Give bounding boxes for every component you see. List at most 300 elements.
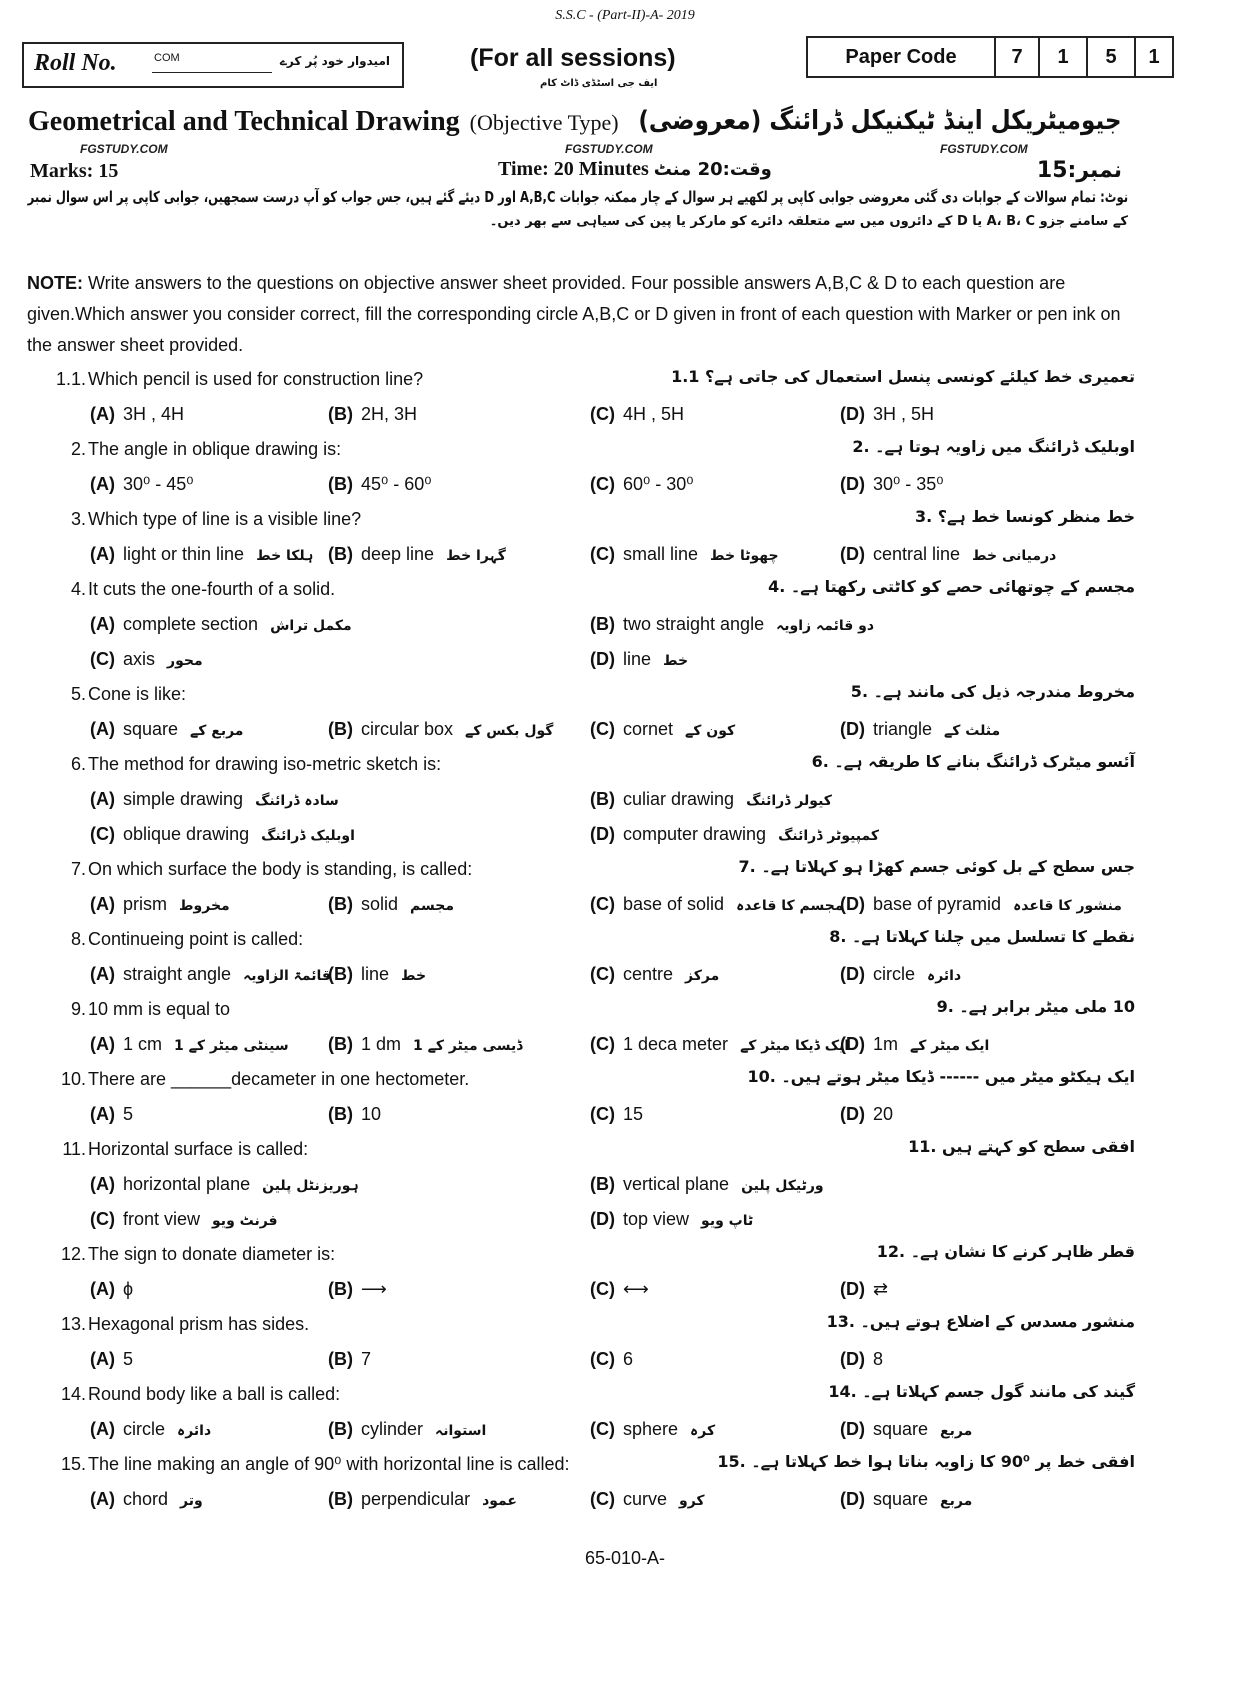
- option-text-urdu: کرو: [679, 1493, 705, 1509]
- option-b[interactable]: [328, 1104, 381, 1125]
- option-text: axis: [123, 649, 156, 669]
- option-label: (A): [90, 1104, 115, 1124]
- option-c[interactable]: [590, 1419, 715, 1440]
- question-text-urdu: افقی سطح کو کہتے ہیں .11: [908, 1137, 1135, 1156]
- question-text: Which pencil is used for construction line?: [88, 369, 424, 389]
- option-label: (D): [840, 404, 865, 424]
- question-line: [0, 433, 1250, 468]
- option-label: (B): [328, 1489, 353, 1509]
- option-label: (B): [328, 1104, 353, 1124]
- option-label: (C): [590, 964, 615, 984]
- question-text: Horizontal surface is called:: [88, 1139, 309, 1159]
- option-c[interactable]: [590, 894, 843, 915]
- option-label: (C): [590, 1489, 615, 1509]
- question-line: [0, 573, 1250, 608]
- option-text: ⟷: [623, 1279, 649, 1299]
- option-d[interactable]: [840, 1489, 972, 1510]
- question-text: It cuts the one-fourth of a solid.: [88, 579, 336, 599]
- option-text-urdu: دو قائمہ زاویہ: [776, 618, 875, 634]
- option-text-urdu: گول بکس کے: [465, 723, 554, 739]
- option-text-urdu: استوانہ: [435, 1423, 487, 1439]
- question-item: [0, 433, 1250, 503]
- option-label: (D): [840, 1104, 865, 1124]
- option-d[interactable]: [840, 1279, 888, 1300]
- option-d[interactable]: [840, 719, 1000, 740]
- option-d[interactable]: [840, 474, 943, 495]
- option-label: (C): [590, 1349, 615, 1369]
- question-number: 3.: [70, 509, 86, 529]
- options-line: [0, 643, 1250, 678]
- option-text: top view: [623, 1209, 690, 1229]
- paper-code-label: Paper Code: [807, 37, 995, 77]
- option-d[interactable]: [590, 649, 688, 670]
- question-line: [0, 503, 1250, 538]
- question-text: Continueing point is called:: [88, 929, 304, 949]
- option-label: (D): [840, 1034, 865, 1054]
- option-d[interactable]: [590, 1209, 753, 1230]
- option-b[interactable]: [328, 1279, 387, 1300]
- option-c[interactable]: [590, 1034, 849, 1055]
- options-line: [0, 1168, 1250, 1203]
- option-text-urdu: دائرہ: [927, 968, 962, 984]
- option-c[interactable]: [590, 1279, 649, 1300]
- question-line: [0, 993, 1250, 1028]
- question-text-urdu: افقی خط پر 90⁰ کا زاویہ بناتا ہوا خط کہلاتا ہے۔ .15: [717, 1452, 1135, 1471]
- option-b[interactable]: [328, 1349, 371, 1370]
- option-text: 3H , 5H: [873, 404, 935, 424]
- options-line: [0, 538, 1250, 573]
- option-label: (A): [90, 614, 115, 634]
- option-label: (D): [590, 824, 615, 844]
- question-number: 8.: [70, 929, 86, 949]
- question-text-urdu: آئسو میٹرک ڈرائنگ بنانے کا طریقہ ہے۔ .6: [811, 752, 1135, 771]
- question-text-urdu: ایک ہیکٹو میٹر میں ------ ڈیکا میٹر ہوتے ہیں۔ .10: [747, 1067, 1135, 1086]
- question-item: [0, 363, 1250, 433]
- question-item: [0, 573, 1250, 678]
- question-number: 11.: [62, 1139, 86, 1159]
- option-text: square: [873, 1419, 929, 1439]
- option-text-urdu: وتر: [180, 1493, 203, 1509]
- paper-type: (Objective Type): [469, 110, 619, 135]
- question-text-urdu: نقطے کا تسلسل میں چلنا کہلاتا ہے۔ .8: [829, 927, 1135, 946]
- option-text-urdu: کون کے: [685, 723, 736, 739]
- option-b[interactable]: [328, 719, 553, 740]
- option-b[interactable]: [590, 1174, 824, 1195]
- option-text: complete section: [123, 614, 259, 634]
- question-item: [0, 503, 1250, 573]
- watermark-urdu: ایف جی اسٹڈی ڈاٹ کام: [540, 78, 658, 89]
- option-text: small line: [623, 544, 699, 564]
- paper-code-table: [806, 36, 1174, 78]
- option-label: (C): [90, 1209, 115, 1229]
- option-d[interactable]: [840, 404, 934, 425]
- question-number: 14.: [60, 1384, 86, 1404]
- option-label: (D): [840, 964, 865, 984]
- option-text: ⟶: [361, 1279, 387, 1299]
- question-item: [0, 678, 1250, 748]
- option-a[interactable]: [90, 894, 230, 915]
- option-label: (C): [590, 404, 615, 424]
- option-a[interactable]: [90, 1174, 359, 1195]
- option-d[interactable]: [840, 894, 1122, 915]
- option-a[interactable]: [90, 789, 339, 810]
- option-label: (D): [590, 1209, 615, 1229]
- option-a[interactable]: [90, 1489, 203, 1510]
- option-label: (D): [840, 1279, 865, 1299]
- question-item: [0, 748, 1250, 853]
- option-text: sphere: [623, 1419, 679, 1439]
- option-text: 7: [361, 1349, 372, 1369]
- option-text-urdu: ورٹیکل پلین: [741, 1178, 824, 1194]
- option-a[interactable]: [90, 964, 331, 985]
- option-c[interactable]: [590, 719, 735, 740]
- option-a[interactable]: [90, 404, 184, 425]
- question-number: 12.: [60, 1244, 86, 1264]
- option-text: chord: [123, 1489, 169, 1509]
- option-b[interactable]: [328, 1419, 486, 1440]
- question-text-urdu: جس سطح کے بل کوئی جسم کھڑا ہو کہلاتا ہے۔ .7: [738, 857, 1135, 876]
- option-label: (B): [590, 789, 615, 809]
- option-d[interactable]: [840, 1349, 883, 1370]
- question-item: [0, 1308, 1250, 1378]
- option-label: (B): [590, 1174, 615, 1194]
- option-label: (B): [328, 544, 353, 564]
- question-item: [0, 1448, 1250, 1518]
- question-list: [0, 363, 1250, 1518]
- option-text: ⇄: [873, 1279, 889, 1299]
- option-text: horizontal plane: [123, 1174, 251, 1194]
- option-text: solid: [361, 894, 399, 914]
- option-text-urdu: سادہ ڈرائنگ: [255, 793, 339, 809]
- option-text-urdu: کمپیوٹر ڈرائنگ: [778, 828, 880, 844]
- option-label: (C): [590, 544, 615, 564]
- option-text-urdu: مجسم کا قاعدہ: [736, 898, 844, 914]
- option-text-urdu: مربع: [940, 1423, 973, 1439]
- option-label: (D): [590, 649, 615, 669]
- option-b[interactable]: [328, 474, 431, 495]
- option-label: (A): [90, 544, 115, 564]
- option-text-urdu: عمود: [482, 1493, 517, 1509]
- question-line: [0, 1238, 1250, 1273]
- question-text-urdu: تعمیری خط کیلئے کونسی پنسل استعمال کی جاتی ہے؟ 1.1: [671, 367, 1135, 386]
- option-text: 1 deca meter: [623, 1034, 729, 1054]
- option-text: ϕ: [123, 1279, 134, 1299]
- question-number: 7.: [70, 859, 86, 879]
- paper-title: [28, 106, 619, 138]
- option-b[interactable]: [328, 894, 454, 915]
- option-text: 1 cm: [123, 1034, 163, 1054]
- option-label: (B): [328, 1419, 353, 1439]
- option-a[interactable]: [90, 719, 243, 740]
- note-text: Write answers to the questions on objective answer sheet provided. Four possible answers A,B,C & D to each question are given.Which answer you consider correct, fill the corresponding circle A,B,C or D given in front of each question with Marker or pen ink on the answer sheet provided.: [27, 273, 1121, 355]
- option-label: (A): [90, 964, 115, 984]
- option-label: (A): [90, 404, 115, 424]
- option-label: (B): [328, 1034, 353, 1054]
- options-line: [0, 818, 1250, 853]
- option-text-urdu: ایک ڈیکا میٹر کے: [740, 1038, 850, 1054]
- option-text: circle: [123, 1419, 166, 1439]
- option-label: (C): [590, 474, 615, 494]
- option-text: 3H , 4H: [123, 404, 185, 424]
- option-text: triangle: [873, 719, 933, 739]
- watermark: FGSTUDY.COM: [565, 142, 653, 156]
- paper-code-digit: 1: [1135, 37, 1173, 77]
- option-text: base of pyramid: [873, 894, 1002, 914]
- option-d[interactable]: [840, 964, 961, 985]
- option-text: square: [123, 719, 179, 739]
- option-text: square: [873, 1489, 929, 1509]
- question-text: The method for drawing iso-metric sketch is:: [88, 754, 442, 774]
- paper-footer-code: 65-010-A-: [584, 1548, 666, 1568]
- option-a[interactable]: [90, 1104, 133, 1125]
- options-line: [0, 398, 1250, 433]
- question-number: 1.1.: [55, 369, 86, 389]
- option-label: (B): [328, 1279, 353, 1299]
- question-number: 13.: [60, 1314, 86, 1334]
- option-text: 8: [873, 1349, 884, 1369]
- option-text-urdu: مثلث کے: [944, 723, 1001, 739]
- question-text: Round body like a ball is called:: [88, 1384, 341, 1404]
- option-text: 4H , 5H: [623, 404, 685, 424]
- question-text: The line making an angle of 90⁰ with horizontal line is called:: [88, 1454, 570, 1474]
- option-d[interactable]: [840, 1034, 989, 1055]
- option-label: (B): [328, 474, 353, 494]
- option-c[interactable]: [590, 474, 693, 495]
- roll-number-box[interactable]: [22, 42, 404, 88]
- option-c[interactable]: [90, 824, 355, 845]
- option-text: base of solid: [623, 894, 725, 914]
- option-a[interactable]: [90, 1034, 289, 1055]
- option-b[interactable]: [590, 614, 874, 635]
- option-label: (D): [840, 1489, 865, 1509]
- options-line: [0, 1273, 1250, 1308]
- option-d[interactable]: [590, 824, 879, 845]
- option-label: (A): [90, 474, 115, 494]
- question-item: [0, 1378, 1250, 1448]
- option-text: perpendicular: [361, 1489, 471, 1509]
- option-a[interactable]: [90, 544, 313, 565]
- option-text: cylinder: [361, 1419, 424, 1439]
- question-text: There are ______decameter in one hectometer.: [88, 1069, 470, 1089]
- option-label: (D): [840, 1419, 865, 1439]
- option-c[interactable]: [90, 649, 203, 670]
- option-a[interactable]: [90, 614, 352, 635]
- watermark: FGSTUDY.COM: [80, 142, 168, 156]
- options-line: [0, 958, 1250, 993]
- option-a[interactable]: [90, 1349, 133, 1370]
- option-d[interactable]: [840, 1419, 972, 1440]
- time-urdu: وقت:20 منٹ: [653, 159, 772, 180]
- question-text-urdu: گیند کی مانند گول جسم کہلاتا ہے۔ .14: [828, 1382, 1135, 1401]
- paper-code-digit: 1: [1039, 37, 1087, 77]
- note-urdu-line: نوٹ: تمام سوالات کے جوابات دی گئی معروضی جوابی کاپی پر لکھیے ہر سوال کے چار ممکنہ جوابات A,B,C اور D دیئے گئے ہیں، جس جواب کو آپ درست سمجھیں، جوابی کاپی پر اس سوال نمبر: [27, 188, 1128, 206]
- time-text: Time: 20 Minutes: [498, 158, 649, 180]
- option-text: light or thin line: [123, 544, 245, 564]
- note-urdu-line: کے سامنے جزو A، B، C یا D کے دائروں میں سے متعلقہ دائرے کو مارکر یا پین کی سیاہی سے بھر دیں۔: [489, 214, 1128, 229]
- options-line: [0, 468, 1250, 503]
- option-text: straight angle: [123, 964, 232, 984]
- question-text-urdu: مجسم کے چوتھائی حصے کو کاٹتی رکھتا ہے۔ .4: [768, 577, 1135, 596]
- options-line: [0, 1483, 1250, 1518]
- question-line: [0, 1133, 1250, 1168]
- options-line: [0, 713, 1250, 748]
- option-label: (A): [90, 719, 115, 739]
- question-line: [0, 1448, 1250, 1483]
- option-label: (B): [328, 1349, 353, 1369]
- option-label: (C): [590, 1279, 615, 1299]
- question-number: 2.: [70, 439, 86, 459]
- option-label: (A): [90, 1419, 115, 1439]
- watermark: FGSTUDY.COM: [940, 142, 1028, 156]
- question-text-urdu: مخروط مندرجہ ذیل کی مانند ہے۔ .5: [850, 682, 1135, 701]
- options-line: [0, 608, 1250, 643]
- option-text: circular box: [361, 719, 454, 739]
- option-text-urdu: قائمۃ الزاویہ: [243, 968, 331, 984]
- option-label: (C): [590, 894, 615, 914]
- option-text-urdu: ہوریزنٹل پلین: [262, 1178, 359, 1194]
- option-text: computer drawing: [623, 824, 767, 844]
- paper-title-urdu: جیومیٹریکل اینڈ ٹیکنیکل ڈرائنگ (معروضی): [638, 106, 1122, 136]
- option-text: 30⁰ - 35⁰: [873, 474, 944, 494]
- option-label: (B): [328, 894, 353, 914]
- option-text: circle: [873, 964, 916, 984]
- question-text: On which surface the body is standing, is called:: [88, 859, 473, 879]
- option-text-urdu: مربع: [940, 1493, 973, 1509]
- option-d[interactable]: [840, 544, 1056, 565]
- question-number: 9.: [70, 999, 86, 1019]
- question-text: The sign to donate diameter is:: [88, 1244, 336, 1264]
- option-c[interactable]: [590, 1104, 643, 1125]
- option-text: 30⁰ - 45⁰: [123, 474, 194, 494]
- option-text-urdu: مربع کے: [190, 723, 244, 739]
- question-text: Which type of line is a visible line?: [88, 509, 362, 529]
- option-text: vertical plane: [623, 1174, 730, 1194]
- option-label: (A): [90, 1174, 115, 1194]
- option-label: (D): [840, 894, 865, 914]
- question-text-urdu: خط منظر کونسا خط ہے؟ .3: [914, 507, 1135, 526]
- question-item: [0, 853, 1250, 923]
- question-line: [0, 923, 1250, 958]
- question-line: [0, 1378, 1250, 1413]
- option-b[interactable]: [328, 544, 506, 565]
- option-text: 60⁰ - 30⁰: [623, 474, 694, 494]
- paper-code-digit: 5: [1087, 37, 1135, 77]
- option-b[interactable]: [328, 404, 417, 425]
- roll-number-urdu: امیدوار خود پُر کرے: [279, 54, 390, 68]
- roll-number-label: Roll No.: [34, 50, 117, 76]
- option-text-urdu: مکمل تراش: [270, 618, 352, 634]
- question-text-urdu: 10 ملی میٹر برابر ہے۔ .9: [936, 997, 1135, 1016]
- question-item: [0, 1238, 1250, 1308]
- option-label: (C): [590, 1419, 615, 1439]
- option-text: prism: [123, 894, 167, 914]
- question-line: [0, 1063, 1250, 1098]
- option-c[interactable]: [590, 544, 779, 565]
- option-text: 20: [873, 1104, 894, 1124]
- option-label: (C): [90, 824, 115, 844]
- option-text-urdu: کیولر ڈرائنگ: [746, 793, 832, 809]
- option-a[interactable]: [90, 474, 193, 495]
- question-line: [0, 853, 1250, 888]
- option-text: front view: [123, 1209, 201, 1229]
- question-line: [0, 363, 1250, 398]
- options-line: [0, 1343, 1250, 1378]
- question-number: 15.: [60, 1454, 86, 1474]
- question-text: Hexagonal prism has sides.: [88, 1314, 310, 1334]
- option-label: (C): [590, 719, 615, 739]
- question-text: The angle in oblique drawing is:: [88, 439, 342, 459]
- option-text: oblique drawing: [123, 824, 250, 844]
- question-item: [0, 993, 1250, 1063]
- option-text: culiar drawing: [623, 789, 735, 809]
- marks-urdu: نمبر:15: [1036, 158, 1122, 183]
- option-label: (A): [90, 1279, 115, 1299]
- option-label: (A): [90, 1489, 115, 1509]
- option-b[interactable]: [328, 1489, 517, 1510]
- question-number: 4.: [70, 579, 86, 599]
- option-label: (D): [840, 474, 865, 494]
- option-text: 45⁰ - 60⁰: [361, 474, 432, 494]
- option-label: (B): [328, 404, 353, 424]
- exam-series-line: S.S.C - (Part-II)-A- 2019: [555, 8, 695, 23]
- option-text-urdu: 1 ڈیسی میٹر کے: [413, 1038, 523, 1054]
- option-text: line: [361, 964, 390, 984]
- question-line: [0, 748, 1250, 783]
- option-a[interactable]: [90, 1419, 211, 1440]
- question-number: 5.: [70, 684, 86, 704]
- option-text: centre: [623, 964, 674, 984]
- option-text: cornet: [623, 719, 674, 739]
- option-label: (C): [590, 1104, 615, 1124]
- option-a[interactable]: [90, 1279, 133, 1300]
- option-text-urdu: اوبلیک ڈرائنگ: [261, 828, 355, 844]
- option-label: (B): [328, 964, 353, 984]
- option-label: (D): [840, 719, 865, 739]
- option-label: (A): [90, 894, 115, 914]
- option-text: 6: [623, 1349, 634, 1369]
- option-b[interactable]: [328, 1034, 522, 1055]
- option-c[interactable]: [590, 964, 719, 985]
- option-text: 15: [623, 1104, 644, 1124]
- paper-code-digit: 7: [995, 37, 1039, 77]
- option-text-urdu: مخروط: [179, 898, 230, 914]
- option-d[interactable]: [840, 1104, 893, 1125]
- option-text-urdu: مجسم: [410, 898, 455, 914]
- option-text-urdu: چھوٹا خط: [710, 548, 779, 564]
- option-text-urdu: مرکز: [685, 968, 720, 984]
- roll-number-field[interactable]: [152, 72, 272, 73]
- question-item: [0, 923, 1250, 993]
- option-c[interactable]: [90, 1209, 278, 1230]
- option-text: line: [623, 649, 652, 669]
- option-text-urdu: 1 سینٹی میٹر کے: [174, 1038, 289, 1054]
- option-text-urdu: ٹاپ ویو: [701, 1213, 754, 1229]
- option-text-urdu: فرنٹ ویو: [212, 1213, 278, 1229]
- option-text: 5: [123, 1349, 134, 1369]
- option-text-urdu: دائرہ: [177, 1423, 212, 1439]
- options-line: [0, 783, 1250, 818]
- option-text: deep line: [361, 544, 435, 564]
- option-c[interactable]: [590, 1489, 705, 1510]
- question-text: 10 mm is equal to: [88, 999, 231, 1019]
- option-b[interactable]: [328, 964, 426, 985]
- option-label: (A): [90, 789, 115, 809]
- option-b[interactable]: [590, 789, 832, 810]
- option-c[interactable]: [590, 404, 684, 425]
- note-english: [27, 268, 1137, 361]
- option-text-urdu: محور: [167, 653, 203, 669]
- option-c[interactable]: [590, 1349, 633, 1370]
